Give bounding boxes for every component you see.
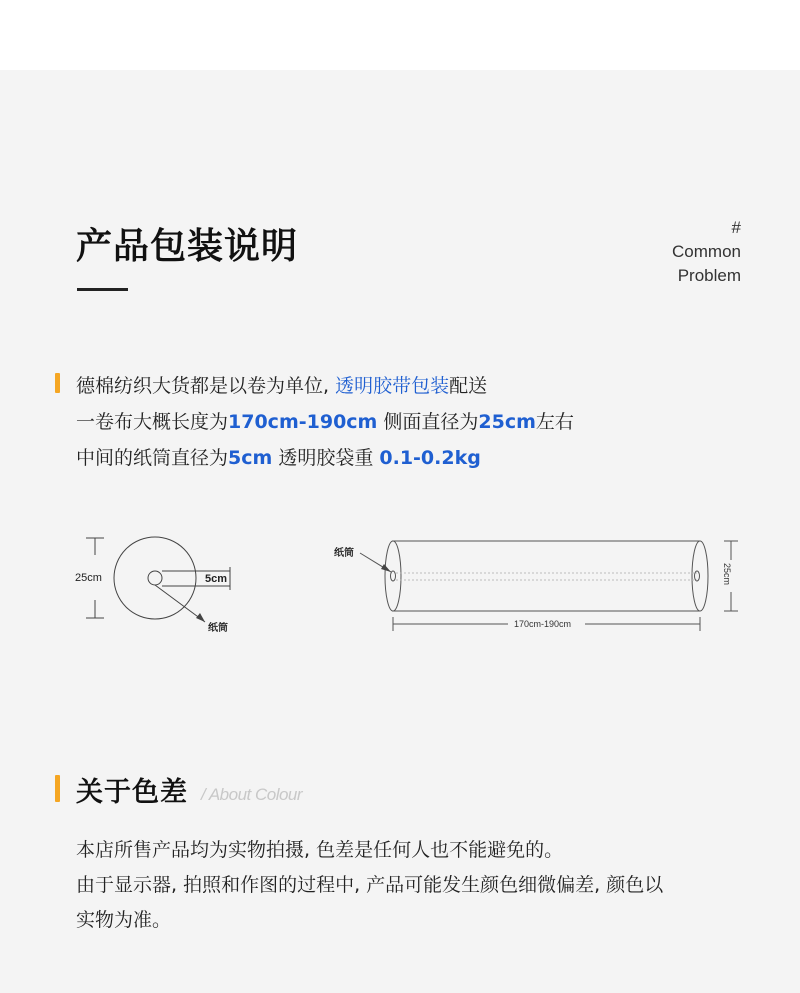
right-diameter-label: 25cm: [722, 563, 732, 586]
roll-cylinder-view: [360, 541, 738, 631]
desc-highlight: 透明胶带包装: [335, 375, 450, 397]
desc-highlight: 0.1-0.2kg: [379, 447, 481, 469]
description-line-2: [76, 404, 574, 440]
colour-line-1: 本店所售产品均为实物拍摄, 色差是任何人也不能避免的。: [76, 839, 564, 861]
right-core-pointer-arrow: [381, 564, 391, 572]
desc-text: 一卷布大概长度为: [76, 411, 229, 433]
left-tube-label: 纸筒: [208, 623, 228, 634]
desc-text: 配送: [449, 375, 488, 397]
corner-line-2: Problem: [677, 266, 741, 285]
desc-highlight: 170cm-190cm: [228, 411, 378, 433]
page-title: 产品包装说明: [76, 226, 299, 267]
colour-section-subtitle: / About Colour: [201, 785, 303, 804]
colour-accent-bar: [55, 775, 60, 802]
desc-text: 德棉纺织大货都是以卷为单位,: [76, 375, 336, 397]
top-white-band: [0, 0, 800, 70]
colour-section-body: [76, 833, 663, 938]
desc-highlight: 25cm: [478, 411, 536, 433]
desc-highlight: 5cm: [228, 447, 273, 469]
description-accent-bar: [55, 373, 60, 393]
corner-caption: [672, 216, 741, 288]
corner-hash: #: [731, 218, 741, 237]
colour-line-3: 实物为准。: [76, 909, 172, 931]
colour-line-2: 由于显示器, 拍照和作图的过程中, 产品可能发生颜色细微偏差, 颜色以: [76, 874, 664, 896]
length-label: 170cm-190cm: [514, 619, 572, 629]
title-underline: [77, 288, 128, 291]
core-circle: [148, 571, 162, 585]
description-line-1: [76, 368, 574, 404]
desc-text: 左右: [535, 411, 574, 433]
description-line-3: [76, 440, 574, 476]
colour-section-title: 关于色差: [76, 777, 188, 808]
desc-text: 中间的纸筒直径为: [76, 447, 229, 469]
left-diameter-label: 25cm: [75, 572, 102, 584]
corner-line-1: Common: [672, 242, 741, 261]
right-tube-label: 纸筒: [334, 548, 354, 559]
desc-text: 侧面直径为: [377, 411, 479, 433]
desc-text: 透明胶袋重: [272, 447, 380, 469]
packaging-description: [76, 368, 574, 476]
roll-diagram: [0, 520, 800, 640]
core-pointer-arrow: [196, 613, 205, 622]
left-core-label: 5cm: [205, 573, 228, 585]
